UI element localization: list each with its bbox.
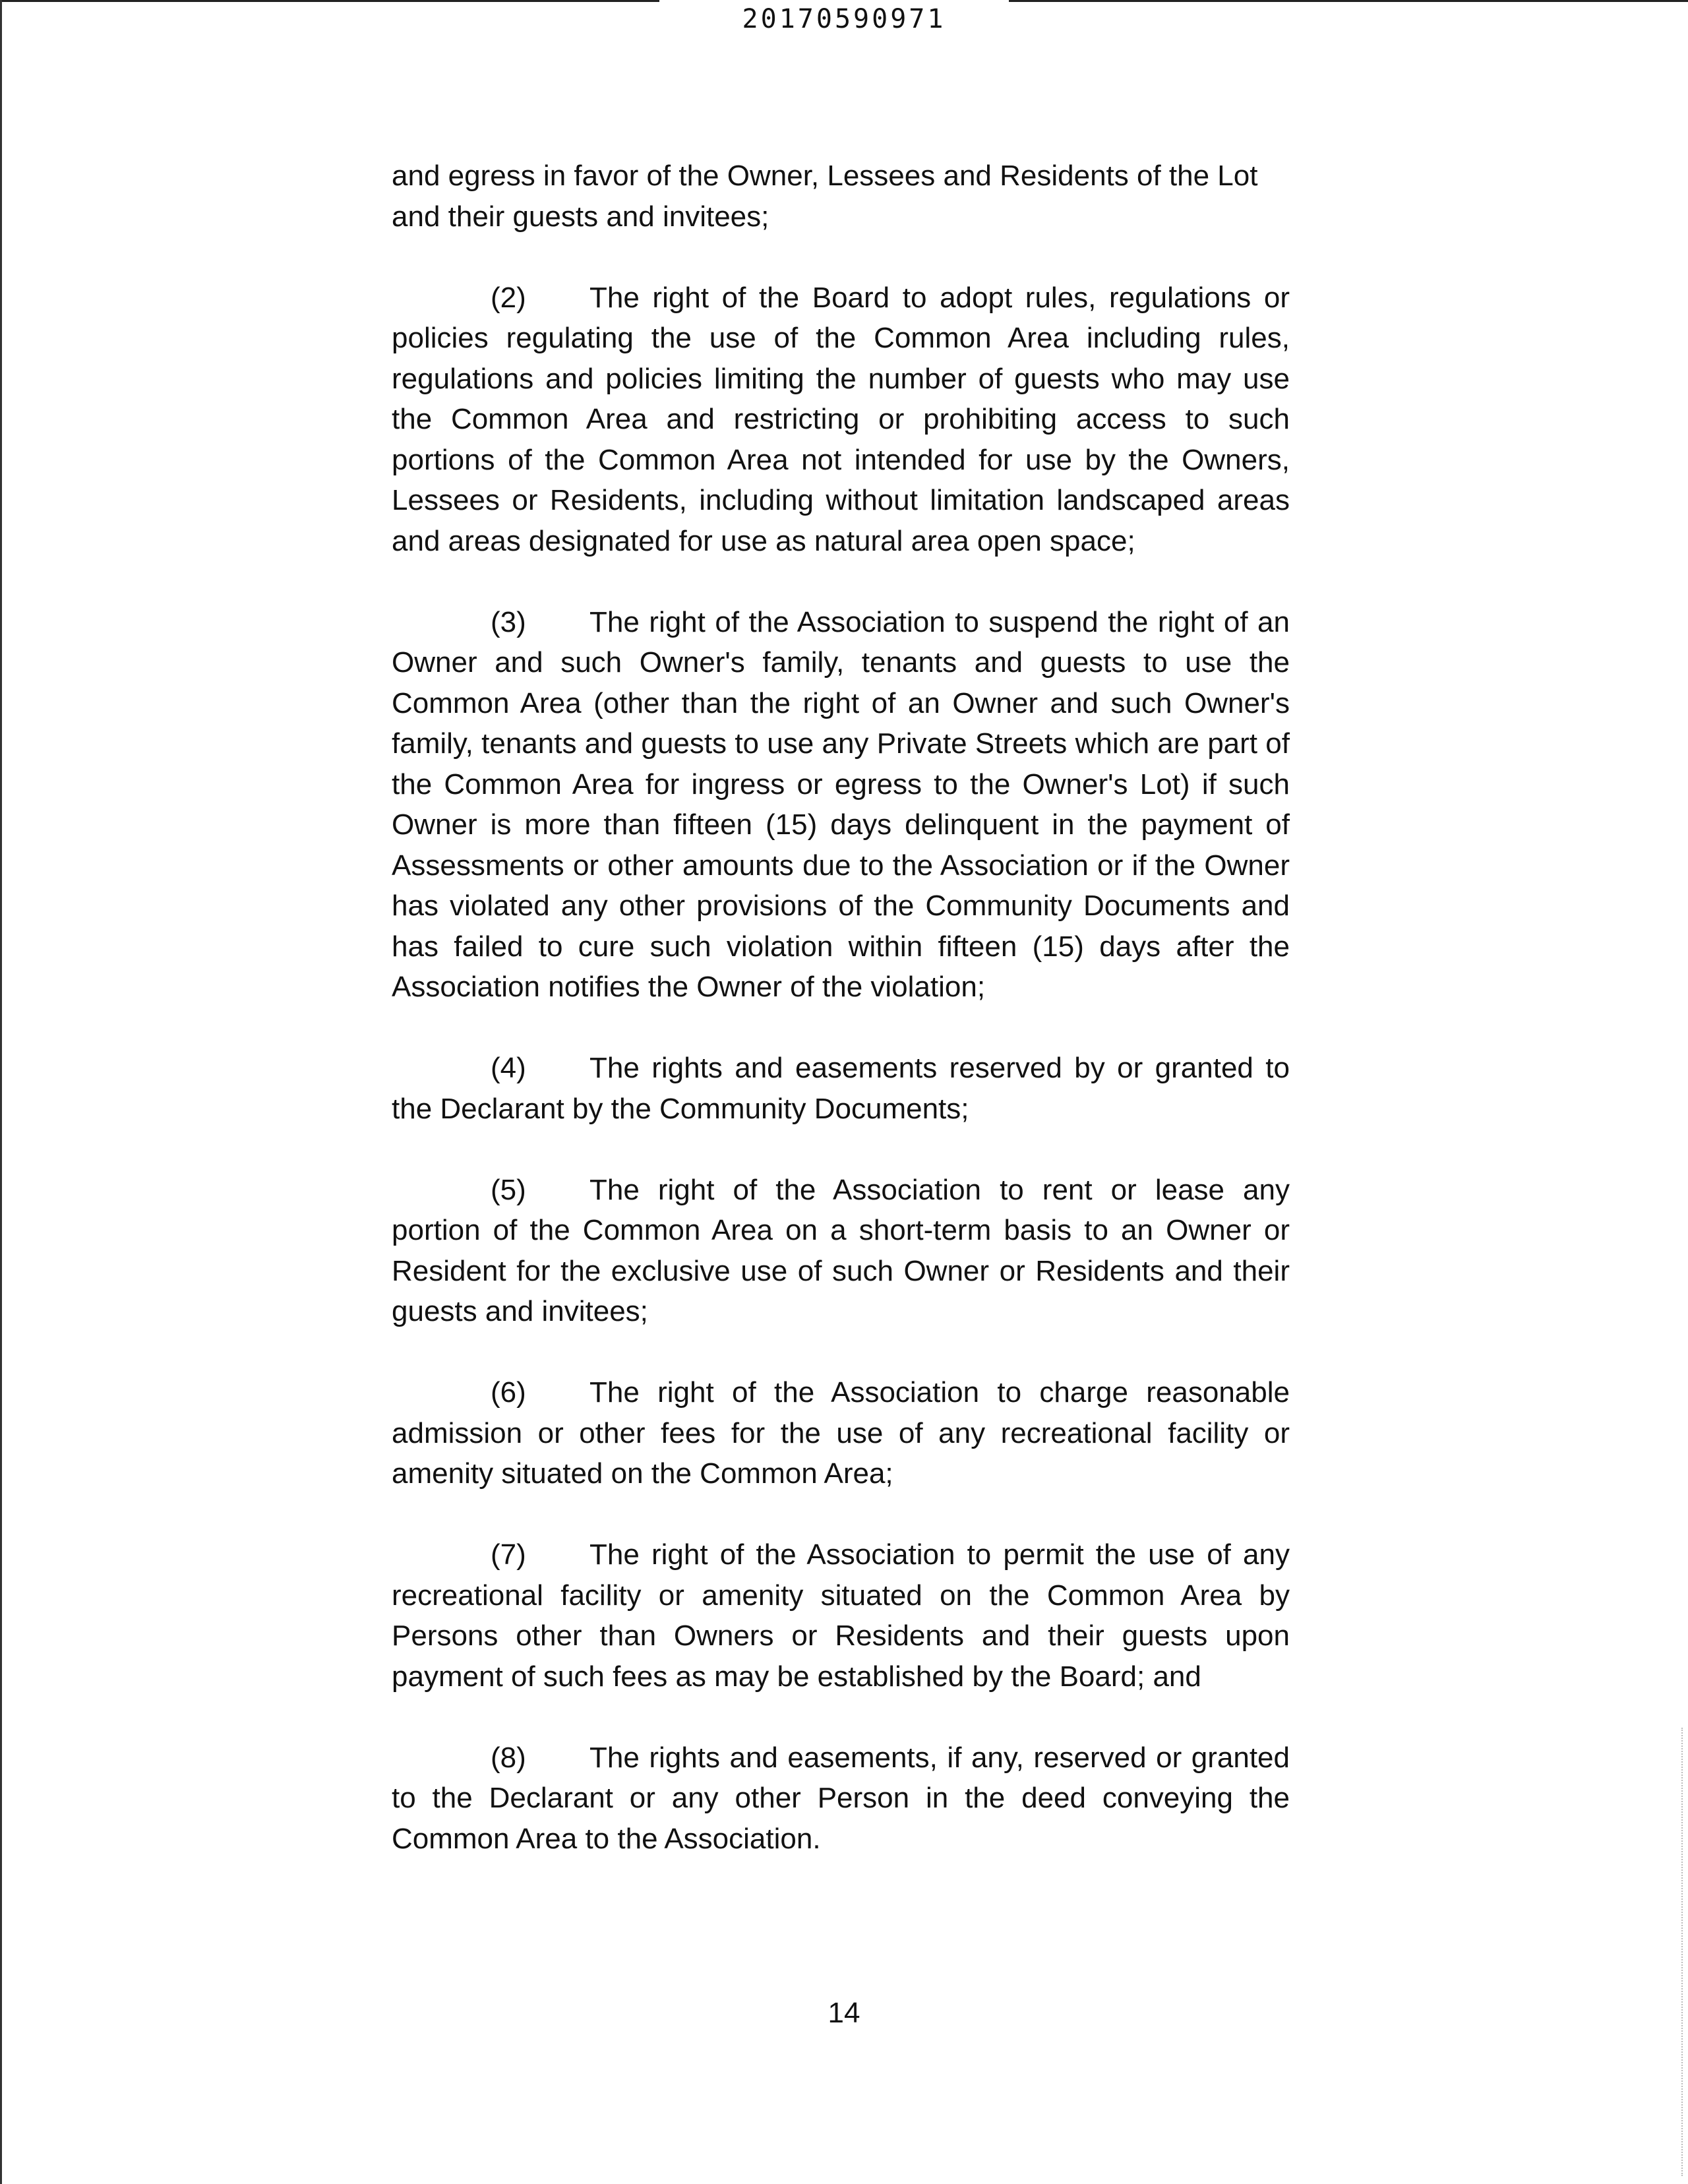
scan-border-right bbox=[1680, 1728, 1683, 2176]
document-number: 20170590971 bbox=[742, 4, 946, 34]
intro-paragraph: and egress in favor of the Owner, Lessees and Residents of the Lot and their guests and invitees; bbox=[392, 160, 1258, 233]
page-number: 14 bbox=[828, 1997, 860, 2029]
clause-number: (4) bbox=[491, 1052, 526, 1084]
clause-3 bbox=[392, 602, 1290, 1008]
clause-number: (6) bbox=[491, 1376, 526, 1409]
clause-2 bbox=[392, 278, 1290, 562]
clause-text: The right of the Association to rent or lease any portion of the Common Area on a short-term basis to an Owner or Resident for the exclusive use of such Owner or Residents and their guests and invitees; bbox=[392, 1173, 1290, 1327]
clause-number: (2) bbox=[491, 281, 526, 314]
clause-text: The rights and easements, if any, reserved or granted to the Declarant or any other Person in the deed conveying the Common Area to the Association. bbox=[392, 1741, 1290, 1855]
clause-number: (8) bbox=[491, 1741, 526, 1774]
scan-border-top-left bbox=[0, 0, 659, 2]
clause-6 bbox=[392, 1372, 1290, 1494]
clause-text: The right of the Board to adopt rules, regulations or policies regulating the use of the Common Area including rules, regulations and policies limiting the number of guests who may use the Common Area and restricting or prohibiting access to such portions of the Common Area not intended for use by the Owners, Lessees or Residents, including without limitation landscaped areas and areas designated for use as natural area open space; bbox=[392, 281, 1290, 557]
clause-number: (7) bbox=[491, 1538, 526, 1571]
clause-text: The right of the Association to charge reasonable admission or other fees for the use of any recreational facility or amenity situated on the Common Area; bbox=[392, 1376, 1290, 1490]
clause-number: (5) bbox=[491, 1173, 526, 1206]
clause-text: The right of the Association to permit the use of any recreational facility or amenity situated on the Common Area by Persons other than Owners or Residents and their guests upon payment of such fees as may be established by the Board; and bbox=[392, 1538, 1290, 1693]
clause-8 bbox=[392, 1738, 1290, 1860]
clause-text: The right of the Association to suspend the right of an Owner and such Owner's family, tenants and guests to use the Common Area (other than the right of an Owner and such Owner's family, tenants and guests to use any Private Streets which are part of the Common Area for ingress or egress to the Owner's Lot) if such Owner is more than fifteen (15) days delinquent in the payment of Assessments or other amounts due to the Association or if the Owner has violated any other provisions of the Community Documents and has failed to cure such violation within fifteen (15) days after the Association notifies the Owner of the violation; bbox=[392, 605, 1290, 1003]
clause-number: (3) bbox=[491, 605, 526, 638]
clause-5 bbox=[392, 1170, 1290, 1332]
document-body bbox=[392, 156, 1290, 1900]
clause-text: The rights and easements reserved by or granted to the Declarant by the Community Documents; bbox=[392, 1052, 1290, 1125]
clause-4 bbox=[392, 1048, 1290, 1129]
clause-7 bbox=[392, 1534, 1290, 1697]
scan-border-top-right bbox=[1009, 0, 1688, 2]
scan-border-left bbox=[0, 0, 2, 2184]
